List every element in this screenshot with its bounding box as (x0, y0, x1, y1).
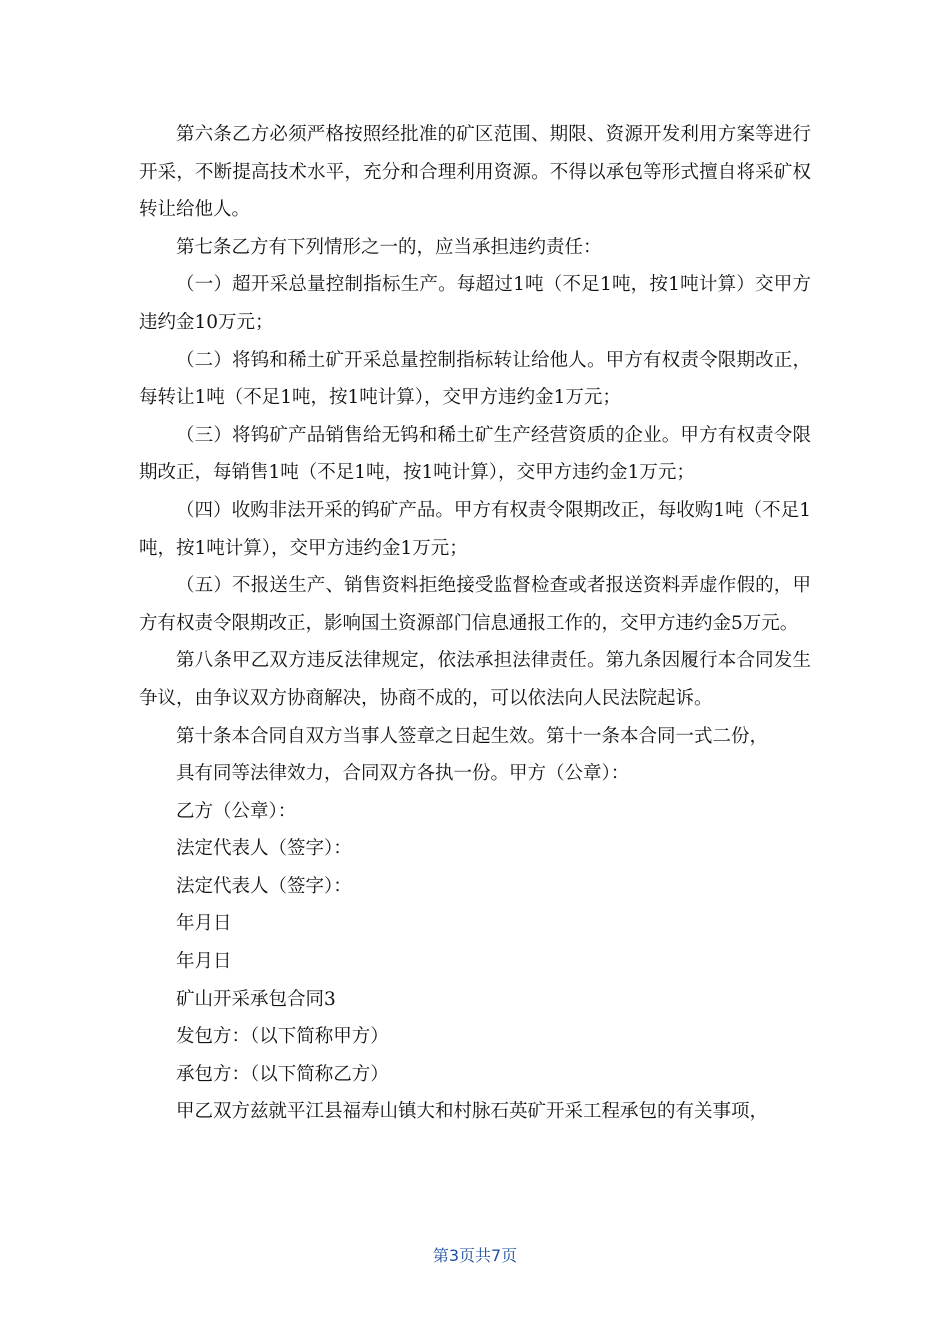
line-contractor: 承包方：（以下简称乙方） (176, 1063, 389, 1085)
paragraph-item-5: （五）不报送生产、销售资料拒绝接受监督检查或者报送资料弄虚作假的，甲方有权责令限期改正，影响国土资源部门信息通报工作的，交甲方违约金5万元。 (139, 575, 811, 634)
line-date-2: 年月日 (176, 951, 232, 973)
line-date-1: 年月日 (176, 913, 232, 935)
line-legal-effect: 具有同等法律效力，合同双方各执一份。甲方（公章）： (176, 763, 630, 785)
document-body (139, 116, 811, 1131)
paragraph-item-2: （二）将钨和稀土矿开采总量控制指标转让给他人。甲方有权责令限期改正，每转让1吨（不足1吨，按1吨计算），交甲方违约金1万元； (139, 349, 811, 409)
page-number-footer: 第3页共7页 (432, 1246, 518, 1265)
line-contract-title-3: 矿山开采承包合同3 (176, 988, 336, 1010)
paragraph-article-6: 第六条乙方必须严格按照经批准的矿区范围、期限、资源开发利用方案等进行开采，不断提高技术水平，充分和合理利用资源。不得以承包等形式擅自将采矿权转让给他人。 (139, 124, 811, 221)
line-legal-rep-sign-1: 法定代表人（签字）： (176, 838, 352, 860)
paragraph-item-4: （四）收购非法开采的钨矿产品。甲方有权责令限期改正，每收购1吨（不足1吨，按1吨计算），交甲方违约金1万元； (139, 499, 811, 559)
line-employer: 发包方：（以下简称甲方） (176, 1026, 389, 1048)
line-intro: 甲乙双方兹就平江县福寿山镇大和村脉石英矿开采工程承包的有关事项， (176, 1101, 769, 1123)
paragraph-item-1: （一）超开采总量控制指标生产。每超过1吨（不足1吨，按1吨计算）交甲方违约金10万元； (139, 274, 811, 333)
line-party-b-seal: 乙方（公章）： (176, 800, 297, 822)
paragraph-article-7: 第七条乙方有下列情形之一的，应当承担违约责任： (176, 236, 602, 258)
line-legal-rep-sign-2: 法定代表人（签字）： (176, 875, 352, 897)
line-article-10-11: 第十条本合同自双方当事人签章之日起生效。第十一条本合同一式二份， (176, 725, 769, 747)
paragraph-article-8-9: 第八条甲乙双方违反法律规定，依法承担法律责任。第九条因履行本合同发生争议，由争议双方协商解决，协商不成的，可以依法向人民法院起诉。 (139, 650, 811, 709)
paragraph-item-3: （三）将钨矿产品销售给无钨和稀土矿生产经营资质的企业。甲方有权责令限期改正，每销售1吨（不足1吨，按1吨计算），交甲方违约金1万元； (139, 424, 811, 484)
